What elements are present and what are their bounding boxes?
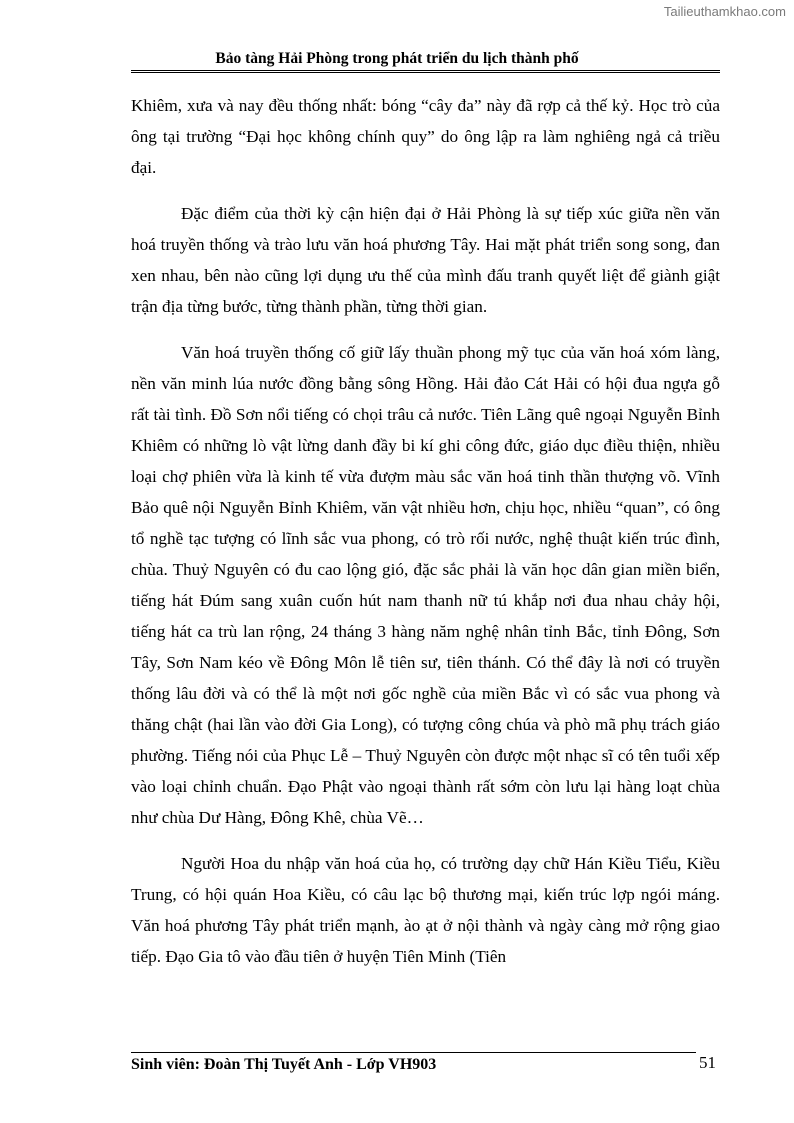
- document-body: [131, 90, 720, 987]
- watermark-text: Tailieuthamkhao.com: [663, 4, 786, 19]
- footer-divider: [131, 1052, 696, 1053]
- paragraph-1: Khiêm, xưa và nay đều thống nhất: bóng “cây đa” này đã rợp cả thế kỷ. Học trò của ông tại trường “Đại học không chính quy” do ông lập ra làm nghiêng ngả cả triều đại.: [131, 96, 720, 177]
- paragraph-3: Văn hoá truyền thống cố giữ lấy thuần phong mỹ tục của văn hoá xóm làng, nền văn minh lúa nước đồng bằng sông Hồng. Hải đảo Cát Hải có hội đua ngựa gỗ rất tài tình. Đồ Sơn nổi tiếng có chọi trâu cả nước. Tiên Lãng quê ngoại Nguyễn Bỉnh Khiêm có những lò vật lừng danh đầy bi kí ghi công đức, giáo dục điều thiện, nhiều loại chợ phiên vừa là kinh tế vừa đượm màu sắc văn hoá tinh thần thượng võ. Vĩnh Bảo quê nội Nguyễn Bỉnh Khiêm, văn vật nhiều hơn, chịu học, nhiều “quan”, có ông tổ nghề tạc tượng có lĩnh sắc vua phong, có trò rối nước, nghệ thuật kiến trúc đình, chùa. Thuỷ Nguyên có đu cao lộng gió, đặc sắc phải là văn học dân gian miền biển, tiếng hát Đúm sang xuân cuốn hút nam thanh nữ tú khắp nơi đua nhau chảy hội, tiếng hát ca trù lan rộng, 24 tháng 3 hàng năm nghệ nhân tỉnh Bắc, tỉnh Đông, Sơn Tây, Sơn Nam kéo về Đông Môn lễ tiên sư, tiên thánh. Có thể đây là nơi có truyền thống lâu đời và có thể là một nơi gốc nghề của miền Bắc vì có sắc vua phong và thăng chật (hai lần vào đời Gia Long), có tượng công chúa và phò mã phụ trách giáo phường. Tiếng nói của Phục Lễ – Thuỷ Nguyên còn được một nhạc sĩ có tên tuổi xếp vào loại chỉnh chuẩn. Đạo Phật vào ngoại thành rất sớm còn lưu lại hàng loạt chùa như chùa Dư Hàng, Đông Khê, chùa Vẽ…: [131, 343, 720, 827]
- page-number: 51: [699, 1053, 716, 1072]
- footer-student-info: Sinh viên: Đoàn Thị Tuyết Anh - Lớp VH903: [131, 1056, 437, 1073]
- header-divider: [131, 70, 720, 73]
- page-header-title: Bảo tàng Hải Phòng trong phát triển du lịch thành phố: [215, 50, 579, 67]
- paragraph-4: Người Hoa du nhập văn hoá của họ, có trường dạy chữ Hán Kiều Tiểu, Kiều Trung, có hội quán Hoa Kiều, có câu lạc bộ thương mại, kiến trúc lợp ngói máng. Văn hoá phương Tây phát triển mạnh, ào ạt ở nội thành và ngày càng mở rộng giao tiếp. Đạo Gia tô vào đầu tiên ở huyện Tiên Minh (Tiên: [131, 854, 720, 966]
- paragraph-2: Đặc điểm của thời kỳ cận hiện đại ở Hải Phòng là sự tiếp xúc giữa nền văn hoá truyền thống và trào lưu văn hoá phương Tây. Hai mặt phát triển song song, đan xen nhau, bên nào cũng lợi dụng ưu thế của mình đấu tranh quyết liệt để giành giật trận địa từng bước, từng thành phần, từng thời gian.: [131, 204, 720, 316]
